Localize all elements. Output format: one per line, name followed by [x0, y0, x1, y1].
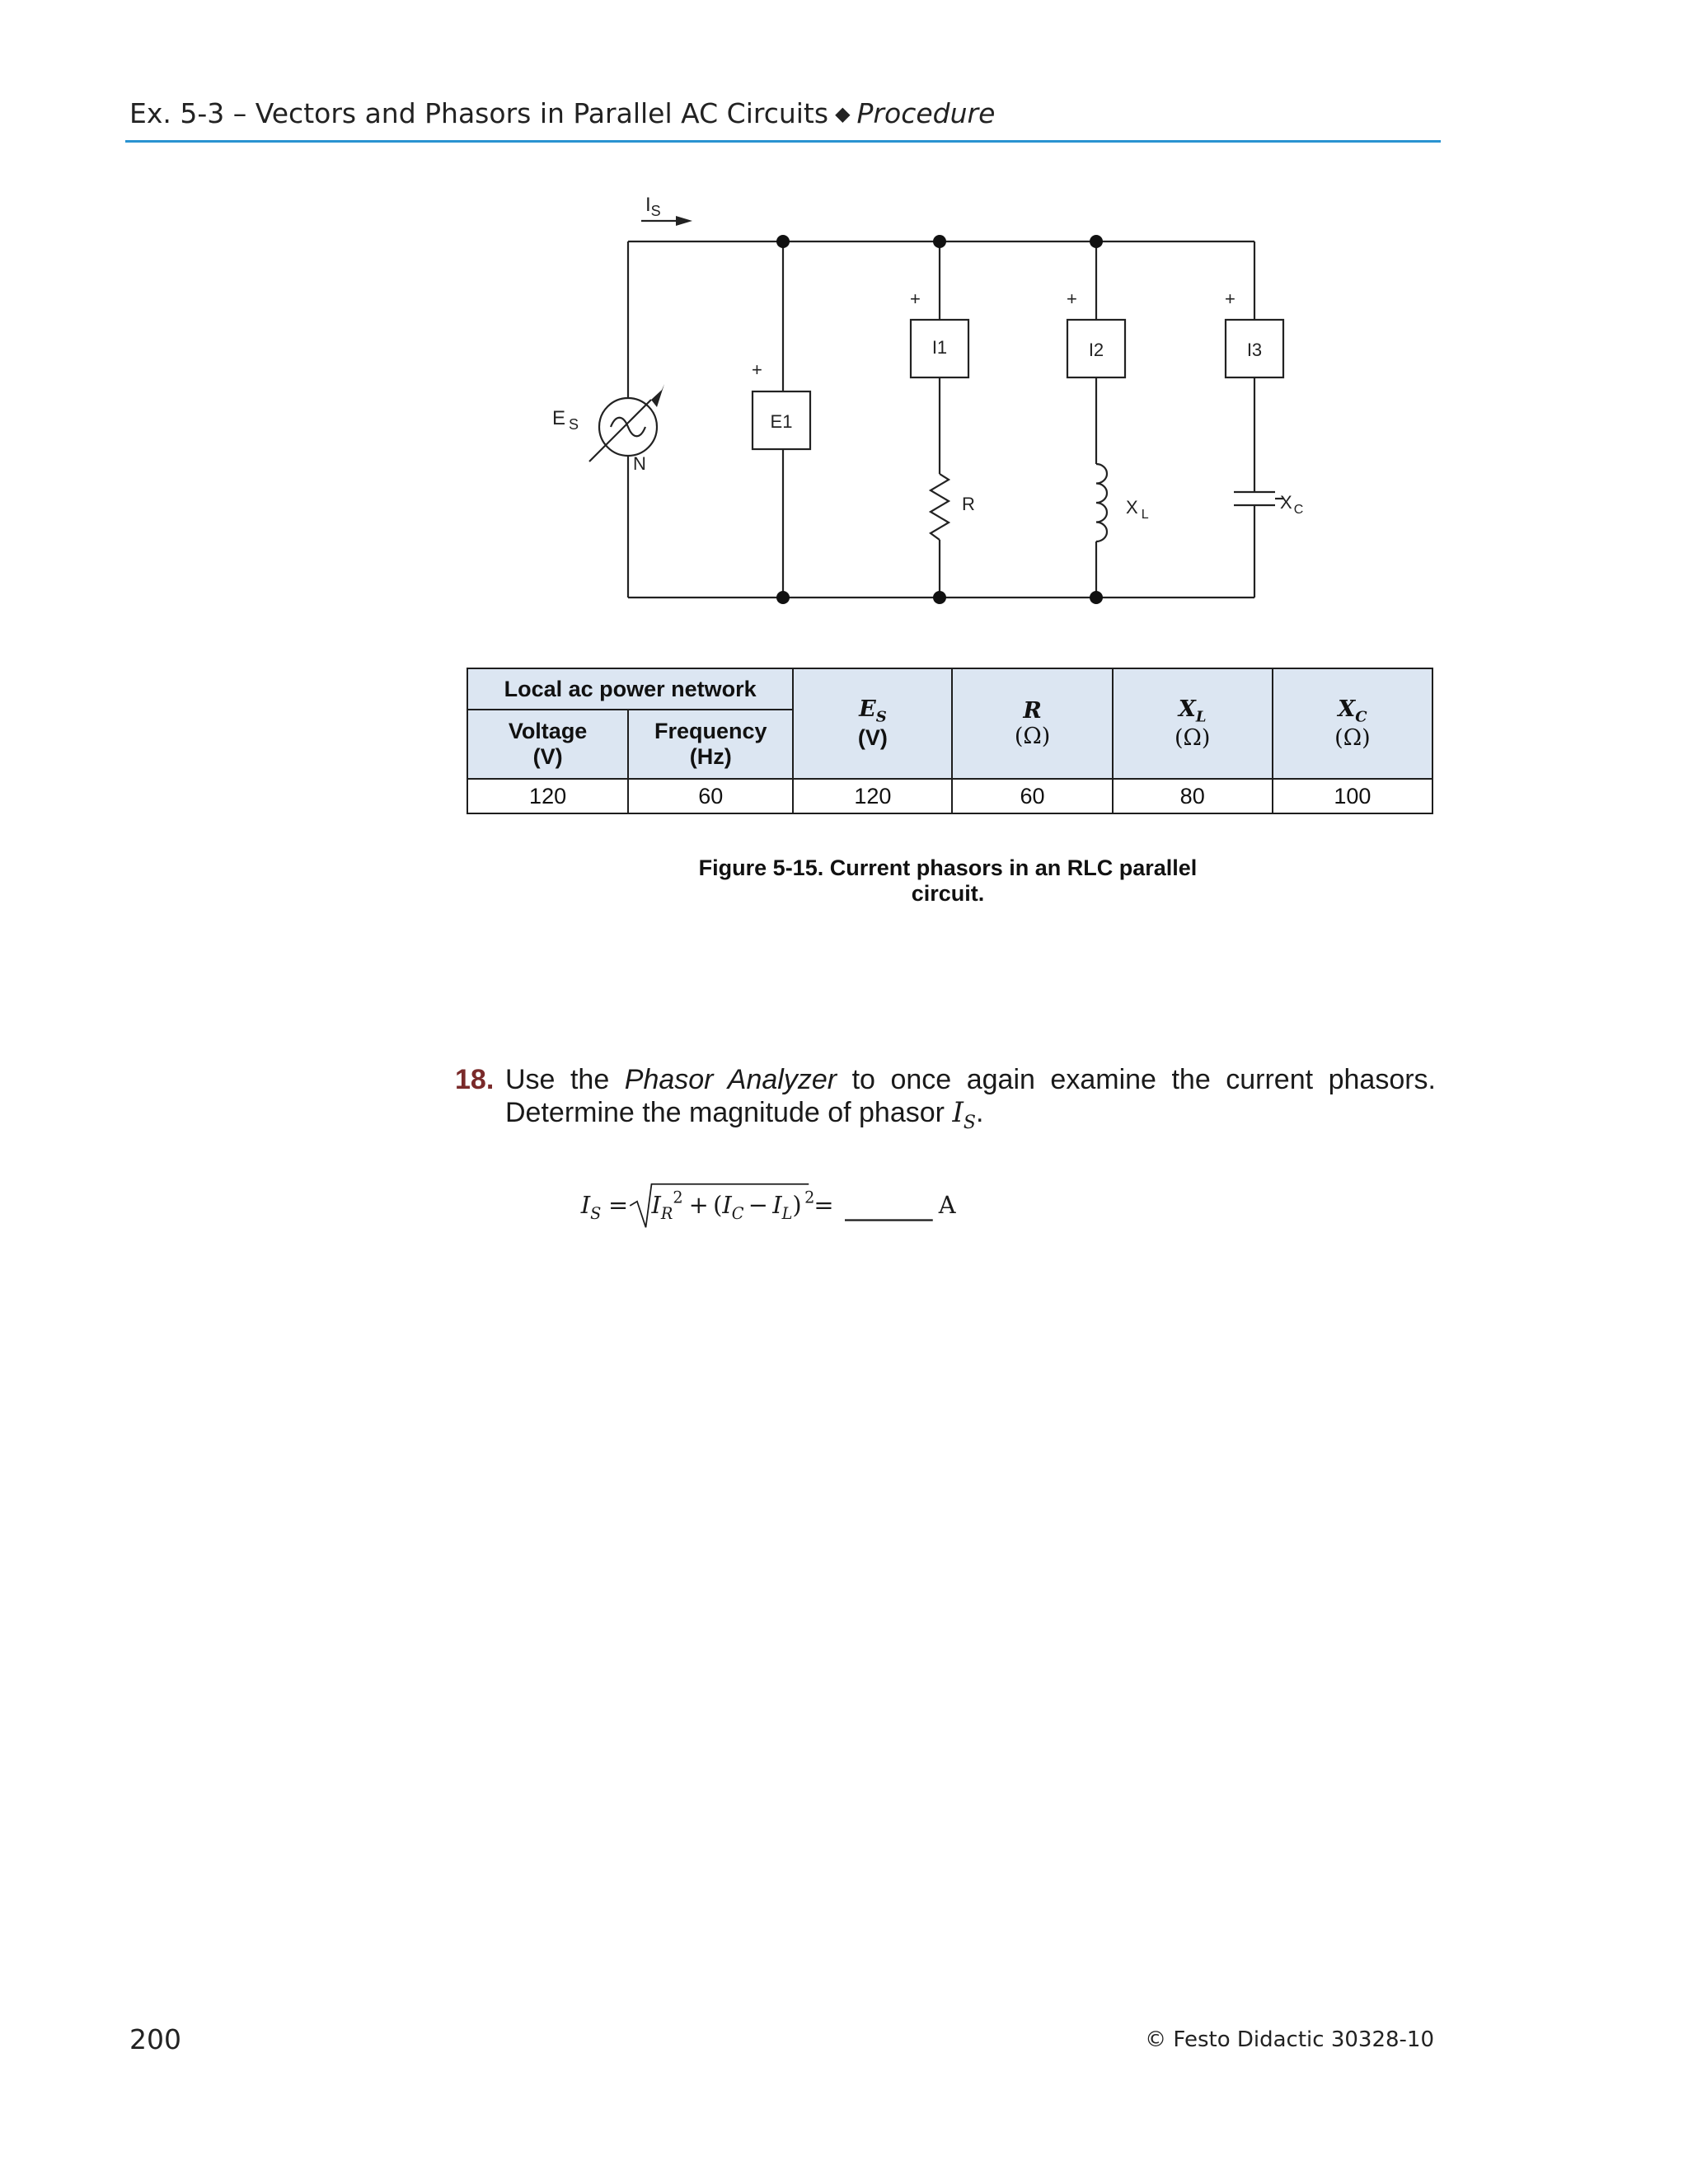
table-header-voltage: Voltage (V)	[467, 710, 628, 779]
table-header-frequency: Frequency (Hz)	[628, 710, 793, 779]
diamond-icon: ◆	[835, 102, 851, 125]
svg-text:A: A	[938, 1190, 956, 1219]
junction-dot-top-2	[933, 235, 946, 248]
circuit-diagram	[495, 181, 1484, 626]
inductor-symbol	[1096, 464, 1107, 541]
inductor-label: X $_L$	[1126, 497, 1149, 522]
table-cell-xl: 80	[1113, 779, 1273, 813]
es-label: E $_S$	[552, 407, 579, 433]
capacitor-label: X $_C$	[1280, 492, 1304, 517]
junction-dot-bottom-1	[776, 591, 790, 604]
table-header-xl: $X_L$ (Ω)	[1113, 668, 1273, 779]
i1-plus-sign: +	[910, 288, 921, 309]
table-group-header: Local ac power network	[467, 668, 793, 710]
svg-text:IR2+(IC−IL)2: $I_R^2 + (I_C - I_L)$ $^2$	[651, 1188, 815, 1223]
current-arrowhead	[676, 216, 692, 226]
figure-caption: Figure 5-15. Current phasors in an RLC parallel circuit.	[698, 855, 1198, 906]
i3-plus-sign: +	[1225, 288, 1236, 309]
table-row	[467, 779, 1432, 813]
step-text: Use the Phasor Analyzer to once again examine the current phasors. Determine the magnitude of phasor $I_S$.	[505, 1064, 1436, 1133]
i3-meter-label: I3	[1246, 340, 1263, 360]
junction-dot-top-1	[776, 235, 790, 248]
table-cell-frequency: 60	[628, 779, 793, 813]
e1-meter-label: E1	[770, 411, 793, 432]
table-cell-r: 60	[952, 779, 1112, 813]
procedure-step	[455, 1063, 1436, 1140]
magnitude-formula	[551, 1177, 1012, 1235]
junction-dot-bottom-2	[933, 591, 946, 604]
phasor-symbol: $I_S$	[952, 1096, 976, 1133]
page-number: 200	[129, 2023, 181, 2055]
table-cell-xc: 100	[1273, 779, 1432, 813]
is-label: $I_S$	[645, 194, 661, 219]
copyright-notice: © Festo Didactic 30328-10	[1145, 2027, 1434, 2052]
svg-text:IS: $I_S$	[580, 1190, 602, 1223]
i2-plus-sign: +	[1067, 288, 1077, 309]
table-header-r: R (Ω)	[952, 668, 1112, 779]
table-header-es: $E_S$ (V)	[793, 668, 952, 779]
resistor-label: R	[962, 494, 975, 514]
sine-wave-icon	[611, 418, 645, 437]
variable-source-arrowhead	[651, 384, 664, 407]
svg-text:=: =	[608, 1190, 629, 1219]
header-exercise-title: Ex. 5-3 – Vectors and Phasors in Parallel AC Circuits	[129, 97, 829, 129]
junction-dot-top-3	[1090, 235, 1103, 248]
running-header	[125, 92, 1441, 143]
junction-dot-bottom-3	[1090, 591, 1103, 604]
e1-plus-sign: +	[752, 359, 762, 380]
circuit-parameters-table	[467, 668, 1433, 814]
table-header-xc: $X_C$ (Ω)	[1273, 668, 1432, 779]
table-cell-es: 120	[793, 779, 952, 813]
app-name: Phasor Analyzer	[624, 1064, 837, 1095]
svg-text:=: =	[814, 1190, 834, 1219]
resistor-symbol	[931, 474, 949, 540]
neutral-label: N	[633, 453, 646, 474]
step-number: 18.	[455, 1064, 495, 1095]
table-cell-voltage: 120	[467, 779, 628, 813]
i1-meter-label: I1	[931, 337, 948, 358]
i2-meter-label: I2	[1088, 340, 1104, 360]
header-section: Procedure	[856, 97, 996, 129]
header-text	[129, 97, 995, 129]
